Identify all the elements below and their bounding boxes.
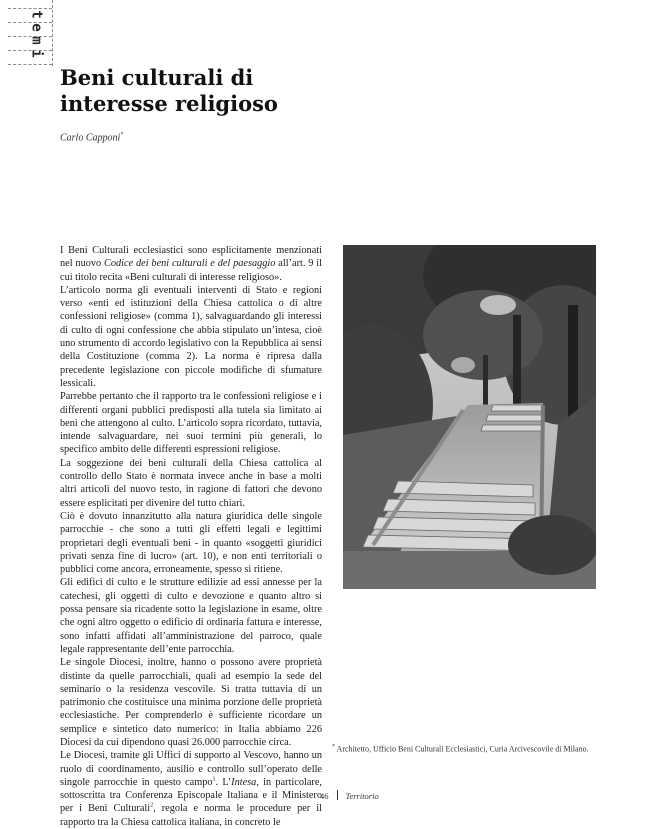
paragraph: Parrebbe pertanto che il rapporto tra le confessioni religiose e i differenti organi pubblici predisposti alla tutela sia limitato ai beni che attengono al culto. L’articolo sopra ricordato, tuttavia, intende salvaguardare, nei suoi termini più generali, lo specifico ambito delle differenti espressioni religiose. (60, 391, 322, 456)
paragraph: La soggezione dei beni culturali della Chiesa cattolica al controllo dello Stato è normata invece anche in base a molti altri articoli del nuovo testo, in ragione di fattori che devono essere esplicitati per divenire del tutto chiari. (60, 457, 322, 509)
text-run: , regola e norma le procedure per il rapporto tra la Chiesa cattolica italiana, in concreto le (60, 803, 322, 828)
text-run: . L’ (215, 776, 232, 788)
author-name: Carlo Capponi (60, 132, 121, 144)
paragraph: Gli edifici di culto e le strutture edilizie ad essi annesse per la catechesi, gli oggetti di culto e devozione e quanto altro si possa pensare sia ricadente sotto la legislazione in esame, oltre che ogni altro oggetto o edificio di ordinaria fattura e interesse, sono infatti affidati all’amministrazione del parroco, quale legale rappresentante dell’ente parrocchia. (60, 577, 322, 655)
article-title-line-2: interesse religioso (60, 91, 278, 116)
section-label (30, 8, 44, 60)
paragraph: Ciò è dovuto innanzitutto alla natura giuridica delle singole parrocchie - che sono a tutti gli effetti legali e legittimi proprietari degli eventuali beni - in quanto «soggetti giuridici privati senza fine di lucro» (art. 10), e non enti territoriali o pubblici come ancora, erroneamente, spesso si ritiene. (60, 510, 322, 576)
article-title (60, 65, 380, 117)
text-run: I Beni Culturali ecclesiastici sono esplicitamente menzionati nel nuovo (60, 245, 322, 270)
page-footer (320, 790, 379, 801)
article-author (60, 132, 123, 143)
author-footnote (332, 742, 596, 755)
italic-run: Intesa (231, 776, 257, 788)
paragraph (60, 749, 322, 829)
section-letter: e (28, 23, 45, 32)
author-footnote-mark: * (120, 132, 124, 138)
paragraph: L’articolo norma gli eventuali interventi di Stato e regioni verso «enti ed istituzioni della Chiesa cattolica o di altre confessioni religiose» (comma 1), salvaguardando gli interessi di culto di ogni confessione che abbia stipulato un’intesa, cioè uno strumento di accordo legislativo con la Repubblica ai sensi della Costituzione (comma 2). La norma è ripresa dalla precedente legislazione con piccole modifiche di sfumature lessicali. (60, 284, 322, 389)
italic-run: Codice dei beni culturali e del paesaggio (104, 258, 276, 270)
section-letter: m (28, 36, 45, 45)
garden-staircase-photo (343, 245, 596, 589)
photo-illustration (343, 245, 596, 589)
page-number: 46 (320, 791, 329, 801)
article-body (60, 244, 322, 829)
text-run: Le Diocesi, tramite gli Uffici di supporto al Vescovo, hanno un ruolo di coordinamento, ausilio e controllo sull’operato delle singole parrocchie in questo campo (60, 750, 322, 788)
paragraph: Le singole Diocesi, inoltre, hanno o possono avere proprietà distinte da quelle parrocchiali, quali ad esempio la sede del seminario o la residenza vescovile. Si tratta tuttavia di un patrimonio che costituisce una minima porzione delle proprietà ecclesiastiche. Per comprenderlo è sufficiente ricordare un semplice e sintetico dato numerico: in Italia abbiamo 226 Diocesi da cui dipendono quasi 26.000 parrocchie circa. (60, 657, 322, 748)
article-title-line-1: Beni culturali di (60, 65, 254, 90)
paragraph (60, 244, 322, 284)
footnote-ref: 2 (150, 803, 154, 810)
text-run: , in particolare, sottoscritta tra Conferenza Episcopale Italiana e il Ministero per i Beni Culturali (60, 776, 323, 815)
text-run: all’art. 9 il cui titolo recita «Beni culturali di interesse religioso». (60, 258, 322, 283)
section-letter: i (28, 49, 45, 58)
footnote-ref: 1 (212, 776, 216, 783)
journal-name: Territorio (345, 791, 379, 801)
footnote-text: Architetto, Ufficio Beni Culturali Ecclesiastici, Curia Arcivescovile di Milano. (335, 744, 589, 754)
footer-divider (337, 790, 338, 800)
footnote-mark: * (332, 744, 335, 750)
section-letter: t (28, 10, 45, 19)
